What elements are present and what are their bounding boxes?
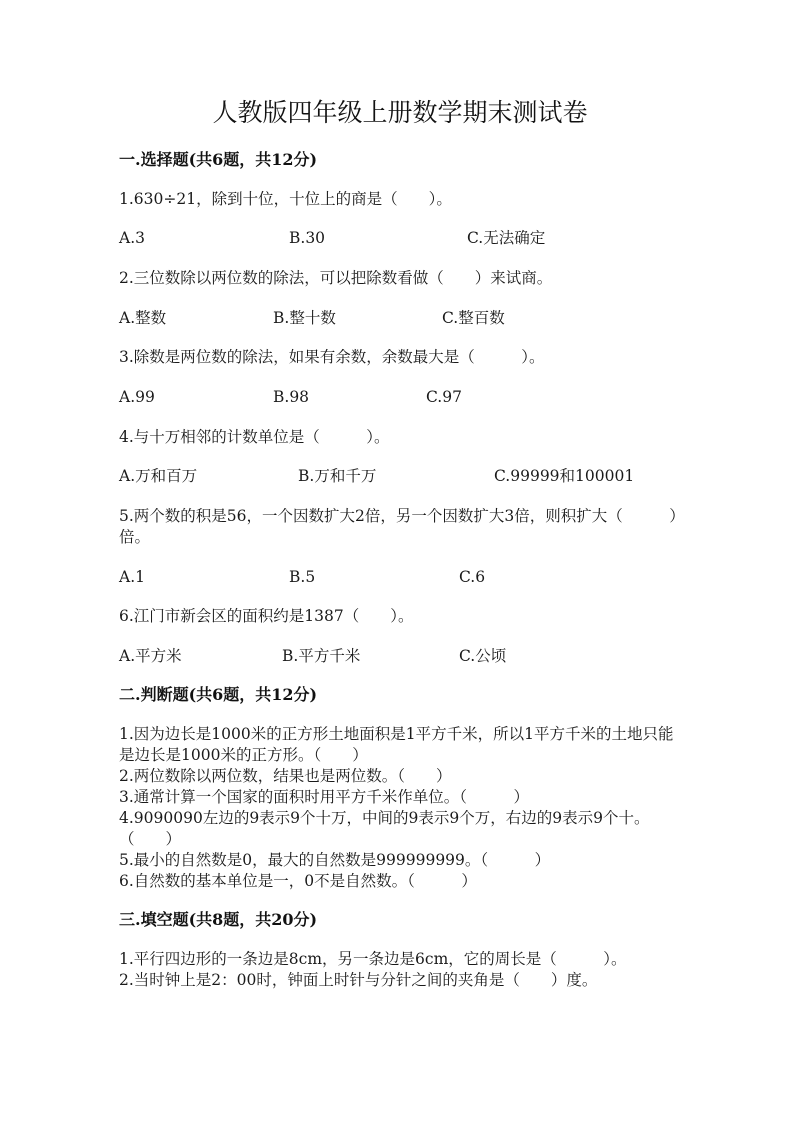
choice-question-2: 2.三位数除以两位数的除法，可以把除数看做（ ）来试商。 [119, 269, 553, 287]
choice-q6-option-a: A.平方米 [119, 647, 182, 665]
choice-q1-option-a: A.3 [119, 229, 145, 247]
choice-q4-option-b: B.万和千万 [298, 467, 377, 485]
choice-q4-option-c: C.99999和100001 [494, 467, 635, 485]
choice-q6-option-c: C.公顷 [459, 647, 507, 665]
judgement-question-6: 6.自然数的基本单位是一，0不是自然数。（ ） [119, 872, 477, 890]
judgement-question-4: 4.9090090左边的9表示9个十万，中间的9表示9个万，右边的9表示9个十。 （ ） [119, 809, 689, 848]
judgement-question-5: 5.最小的自然数是0，最大的自然数是999999999。（ ） [119, 851, 551, 869]
section-heading-fill-blank: 三.填空题(共8题，共20分) [119, 910, 318, 929]
choice-q5-option-c: C.6 [459, 568, 486, 586]
page-title: 人教版四年级上册数学期末测试卷 [212, 98, 588, 127]
choice-q5-option-a: A.1 [119, 568, 145, 586]
choice-question-1: 1.630÷21，除到十位，十位上的商是（ ）。 [119, 190, 452, 208]
choice-q6-option-b: B.平方千米 [282, 647, 361, 665]
choice-q4-option-a: A.万和百万 [119, 467, 198, 485]
choice-q5-option-b: B.5 [289, 568, 316, 586]
choice-q2-option-c: C.整百数 [442, 309, 505, 327]
choice-question-6: 6.江门市新会区的面积约是1387（ ）。 [119, 607, 414, 625]
choice-question-5: 5.两个数的积是56，一个因数扩大2倍，另一个因数扩大3倍，则积扩大（ ）倍。 [119, 507, 677, 546]
section-heading-choice: 一.选择题(共6题，共12分) [119, 150, 318, 169]
judgement-question-2: 2.两位数除以两位数，结果也是两位数。（ ） [119, 767, 452, 785]
fill-question-2: 2.当时钟上是2：00时，钟面上时针与分针之间的夹角是（ ）度。 [119, 971, 598, 989]
choice-q1-option-c: C.无法确定 [467, 229, 546, 247]
choice-q3-option-a: A.99 [119, 388, 155, 406]
choice-q3-option-c: C.97 [426, 388, 462, 406]
judgement-question-3: 3.通常计算一个国家的面积时用平方千米作单位。（ ） [119, 788, 530, 806]
judgement-question-1: 1.因为边长是1000米的正方形土地面积是1平方千米，所以1平方千米的土地只能是边长是1000米的正方形。（ ） [119, 725, 674, 764]
choice-q1-option-b: B.30 [289, 229, 326, 247]
section-heading-judgement: 二.判断题(共6题，共12分) [119, 685, 318, 704]
choice-q2-option-b: B.整十数 [273, 309, 336, 327]
fill-question-1: 1.平行四边形的一条边是8cm，另一条边是6cm，它的周长是（ ）。 [119, 950, 627, 968]
choice-q3-option-b: B.98 [273, 388, 310, 406]
choice-question-3: 3.除数是两位数的除法，如果有余数，余数最大是（ ）。 [119, 348, 545, 366]
choice-q2-option-a: A.整数 [119, 309, 167, 327]
choice-question-4: 4.与十万相邻的计数单位是（ ）。 [119, 428, 390, 446]
